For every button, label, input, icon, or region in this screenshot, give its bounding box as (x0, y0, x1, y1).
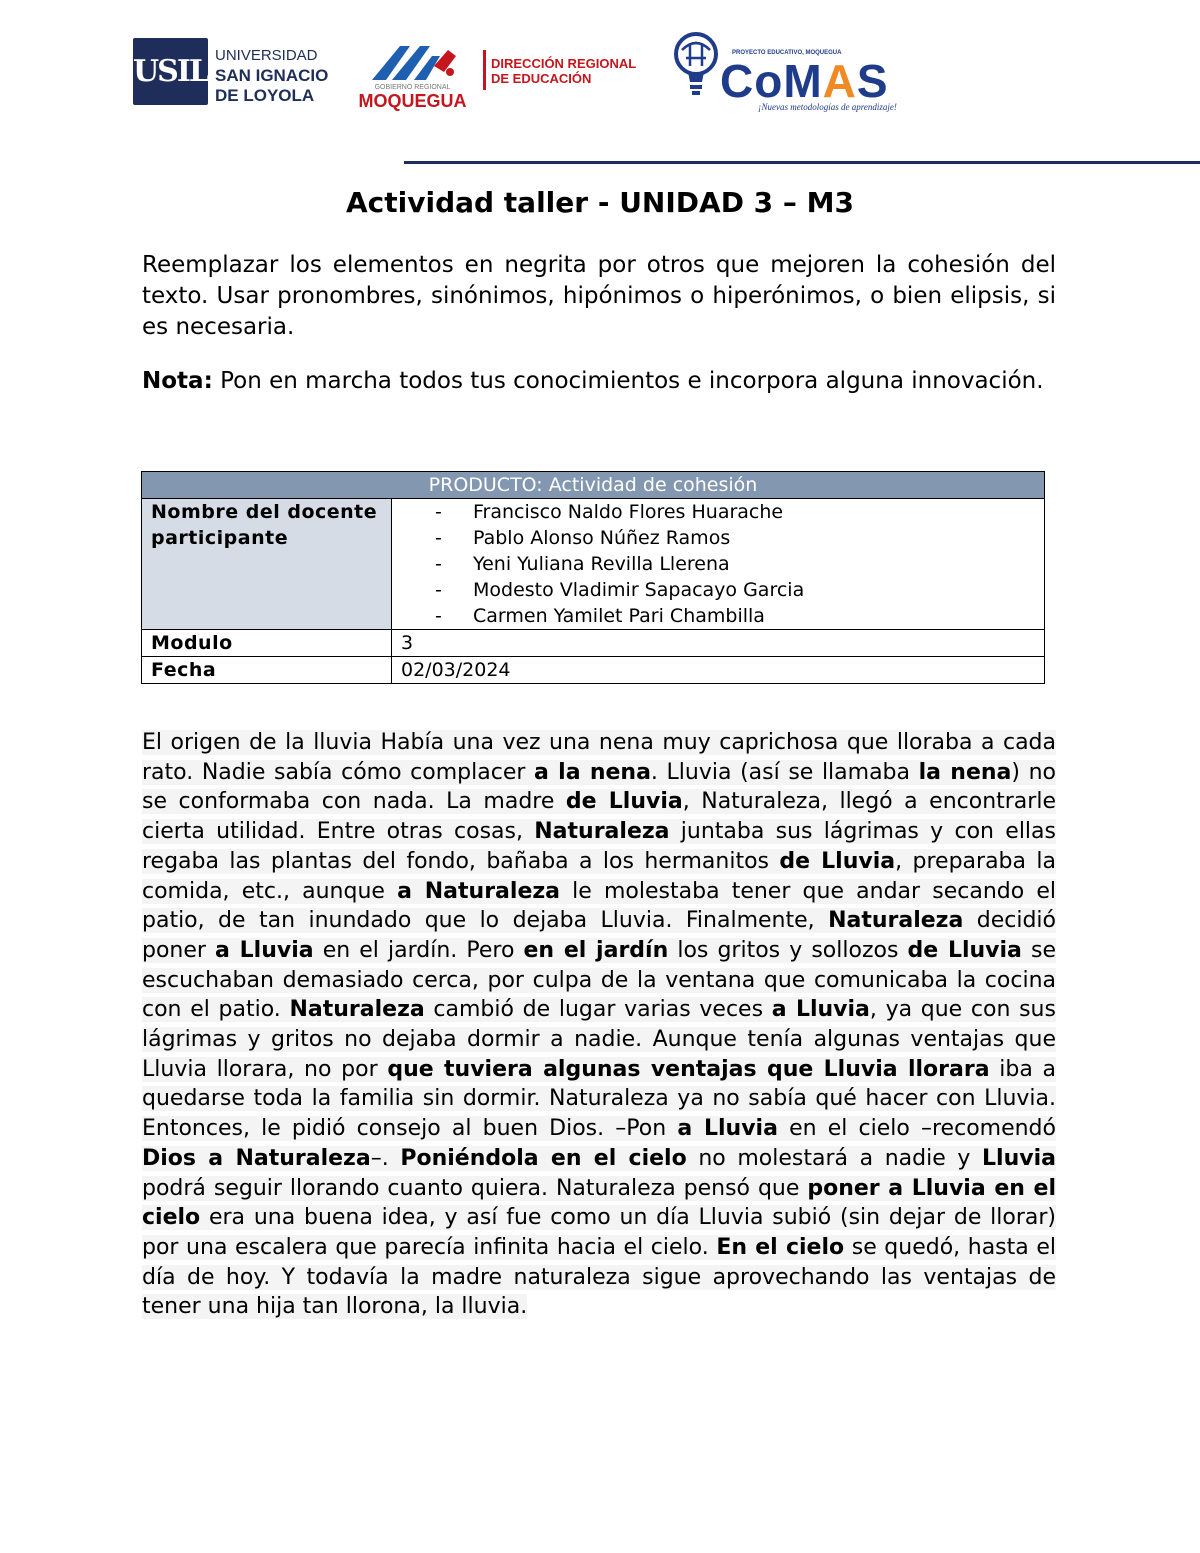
dre-line-2: DE EDUCACIÓN (491, 71, 592, 86)
story-fragment: le molestaba tener que andar secando el patio, de tan inundado que lo dejaba Lluvia. Finalmente, (142, 878, 1056, 934)
moquegua-logo (345, 38, 480, 110)
module-value: 3 (392, 630, 1045, 657)
dre-line-1: DIRECCIÓN REGIONAL (491, 56, 637, 71)
bold-phrase: Poniéndola en el cielo (400, 1145, 687, 1171)
comas-logo (670, 30, 915, 125)
note-label: Nota: (142, 368, 213, 394)
teacher-item: - Francisco Naldo Flores Huarache (401, 499, 1035, 525)
comas-word-part-2: A (822, 55, 857, 107)
story-fragment: se escuchaban demasiado cerca, por culpa de la ventana que comunicaba la cocina con el patio. (142, 937, 1056, 1023)
bold-phrase: a Lluvia (677, 1116, 778, 1142)
usil-name (215, 46, 328, 106)
story-fragment: iba a quedarse toda la familia sin dormir. Naturaleza ya no sabía qué hacer con Lluvia. Entonces, le pidió consejo al buen Dios. –Pon (142, 1056, 1056, 1142)
moquegua-bird-icon (370, 42, 458, 82)
bold-phrase: poner a Lluvia en el cielo (142, 1175, 1056, 1231)
teacher-item: - Carmen Yamilet Pari Chambilla (401, 603, 1035, 629)
story-fragment: en el jardín. Pero (313, 937, 524, 963)
story-fragment: en el cielo –recomendó (777, 1116, 1056, 1142)
header-logos (133, 30, 923, 125)
teacher-list (401, 499, 1035, 629)
bold-phrase: a Lluvia (215, 937, 314, 963)
bold-phrase: Naturaleza (289, 997, 425, 1023)
bold-phrase: de Lluvia (565, 789, 683, 815)
bold-phrase: a Lluvia (771, 997, 870, 1023)
bold-phrase: Dios a Naturaleza (142, 1145, 371, 1171)
date-value: 02/03/2024 (392, 657, 1045, 684)
story-fragment: –. (370, 1145, 401, 1171)
table-row-teachers (142, 499, 1045, 630)
story-fragment: decidió poner (142, 908, 1056, 963)
bold-phrase: Naturaleza (828, 908, 964, 934)
story-fragment: El origen de la lluvia Había una vez una nena muy caprichosa que lloraba a cada rato. Nadie sabía cómo complacer (142, 730, 1056, 785)
teacher-label: Nombre del docente participante (142, 499, 392, 630)
story-text (142, 728, 1056, 1322)
teacher-item: - Modesto Vladimir Sapacayo Garcia (401, 577, 1035, 603)
page-title: Actividad taller - UNIDAD 3 – M3 (345, 186, 855, 219)
module-label: Modulo (142, 630, 392, 657)
story-fragment: se quedó, hasta el día de hoy. Y todavía la madre naturaleza sigue aprovechando las ventajas de tener una hija tan llorona, la lluvia. (142, 1234, 1056, 1320)
story-fragment: . Lluvia (así se llamaba (650, 759, 919, 785)
comas-project-text: PROYECTO EDUCATIVO, MOQUEGUA (732, 50, 842, 56)
comas-word-part-1: CoM (720, 55, 823, 107)
story-fragment: , Naturaleza, llegó a encontrarle cierta utilidad. Entre otras cosas, (142, 789, 1056, 845)
date-label: Fecha (142, 657, 392, 684)
comas-slogan: ¡Nuevas metodologías de aprendizaje! (758, 102, 897, 112)
product-table (141, 471, 1045, 684)
usil-line-1: UNIVERSIDAD (215, 47, 318, 64)
teacher-item: - Yeni Yuliana Revilla Llerena (401, 551, 1035, 577)
comas-word-part-3: S (856, 55, 889, 107)
story-fragment: no molestará a nadie y (686, 1145, 983, 1171)
note-text: Pon en marcha todos tus conocimientos e incorpora alguna innovación. (212, 368, 1044, 394)
teacher-item: - Pablo Alonso Núñez Ramos (401, 525, 1035, 551)
table-row-date (142, 657, 1045, 684)
bold-phrase: de Lluvia (779, 848, 896, 874)
comas-lightbulb-icon (670, 30, 722, 102)
table-header-row (142, 472, 1045, 499)
dre-divider (483, 50, 486, 90)
bold-phrase: En el cielo (716, 1234, 845, 1260)
usil-line-3: DE LOYOLA (215, 86, 315, 105)
story-fragment: podrá seguir llorando cuanto quiera. Naturaleza pensó que (142, 1175, 808, 1201)
instructions: Reemplazar los elementos en negrita por otros que mejoren la cohesión del texto. Usar pronombres, sinónimos, hipónimos o hiperónimos, o bien elipsis, si es necesaria. (142, 252, 1056, 340)
moquegua-small-text: GOBIERNO REGIONAL (374, 84, 451, 91)
story-fragment: , ya que con sus lágrimas y gritos no dejaba dormir a nadie. Aunque tenía algunas ventajas que Lluvia llorara, no por (142, 997, 1056, 1082)
story-highlight (142, 730, 1056, 1319)
bold-phrase: Lluvia (982, 1145, 1056, 1171)
bold-phrase: a la nena (534, 759, 651, 785)
bold-phrase: de Lluvia (907, 937, 1022, 963)
table-row-module (142, 630, 1045, 657)
note (142, 366, 1056, 397)
story-fragment: los gritos y sollozos (668, 937, 908, 963)
story-fragment: juntaba sus lágrimas y con ellas regaba las plantas del fondo, bañaba a los hermanitos (142, 819, 1056, 874)
bold-phrase: la nena (918, 759, 1012, 785)
bold-phrase: a Naturaleza (397, 878, 561, 904)
comas-wordmark (720, 56, 889, 106)
story-fragment: cambió de lugar varias veces (424, 997, 772, 1023)
header-rule (404, 161, 1200, 164)
story-fragment: ) no se conformaba con nada. La madre (142, 759, 1056, 815)
moquegua-name: MOQUEGUA (358, 91, 467, 111)
bold-phrase: Naturaleza (534, 819, 670, 845)
usil-line-2: SAN IGNACIO (215, 66, 329, 85)
story-fragment: era una buena idea, y así fue como un día Lluvia subió (sin dejar de llorar) por una escalera que parecía infinita hacia el cielo. (142, 1205, 1056, 1260)
bold-phrase: que tuviera algunas ventajas que Lluvia llorara (387, 1056, 990, 1082)
usil-logo: USIL (133, 38, 208, 105)
story-fragment: , preparaba la comida, etc., aunque (142, 848, 1057, 904)
bold-phrase: en el jardín (523, 937, 669, 963)
teacher-list-cell (392, 499, 1045, 630)
table-header: PRODUCTO: Actividad de cohesión (142, 472, 1045, 499)
dre-logo (491, 56, 636, 86)
